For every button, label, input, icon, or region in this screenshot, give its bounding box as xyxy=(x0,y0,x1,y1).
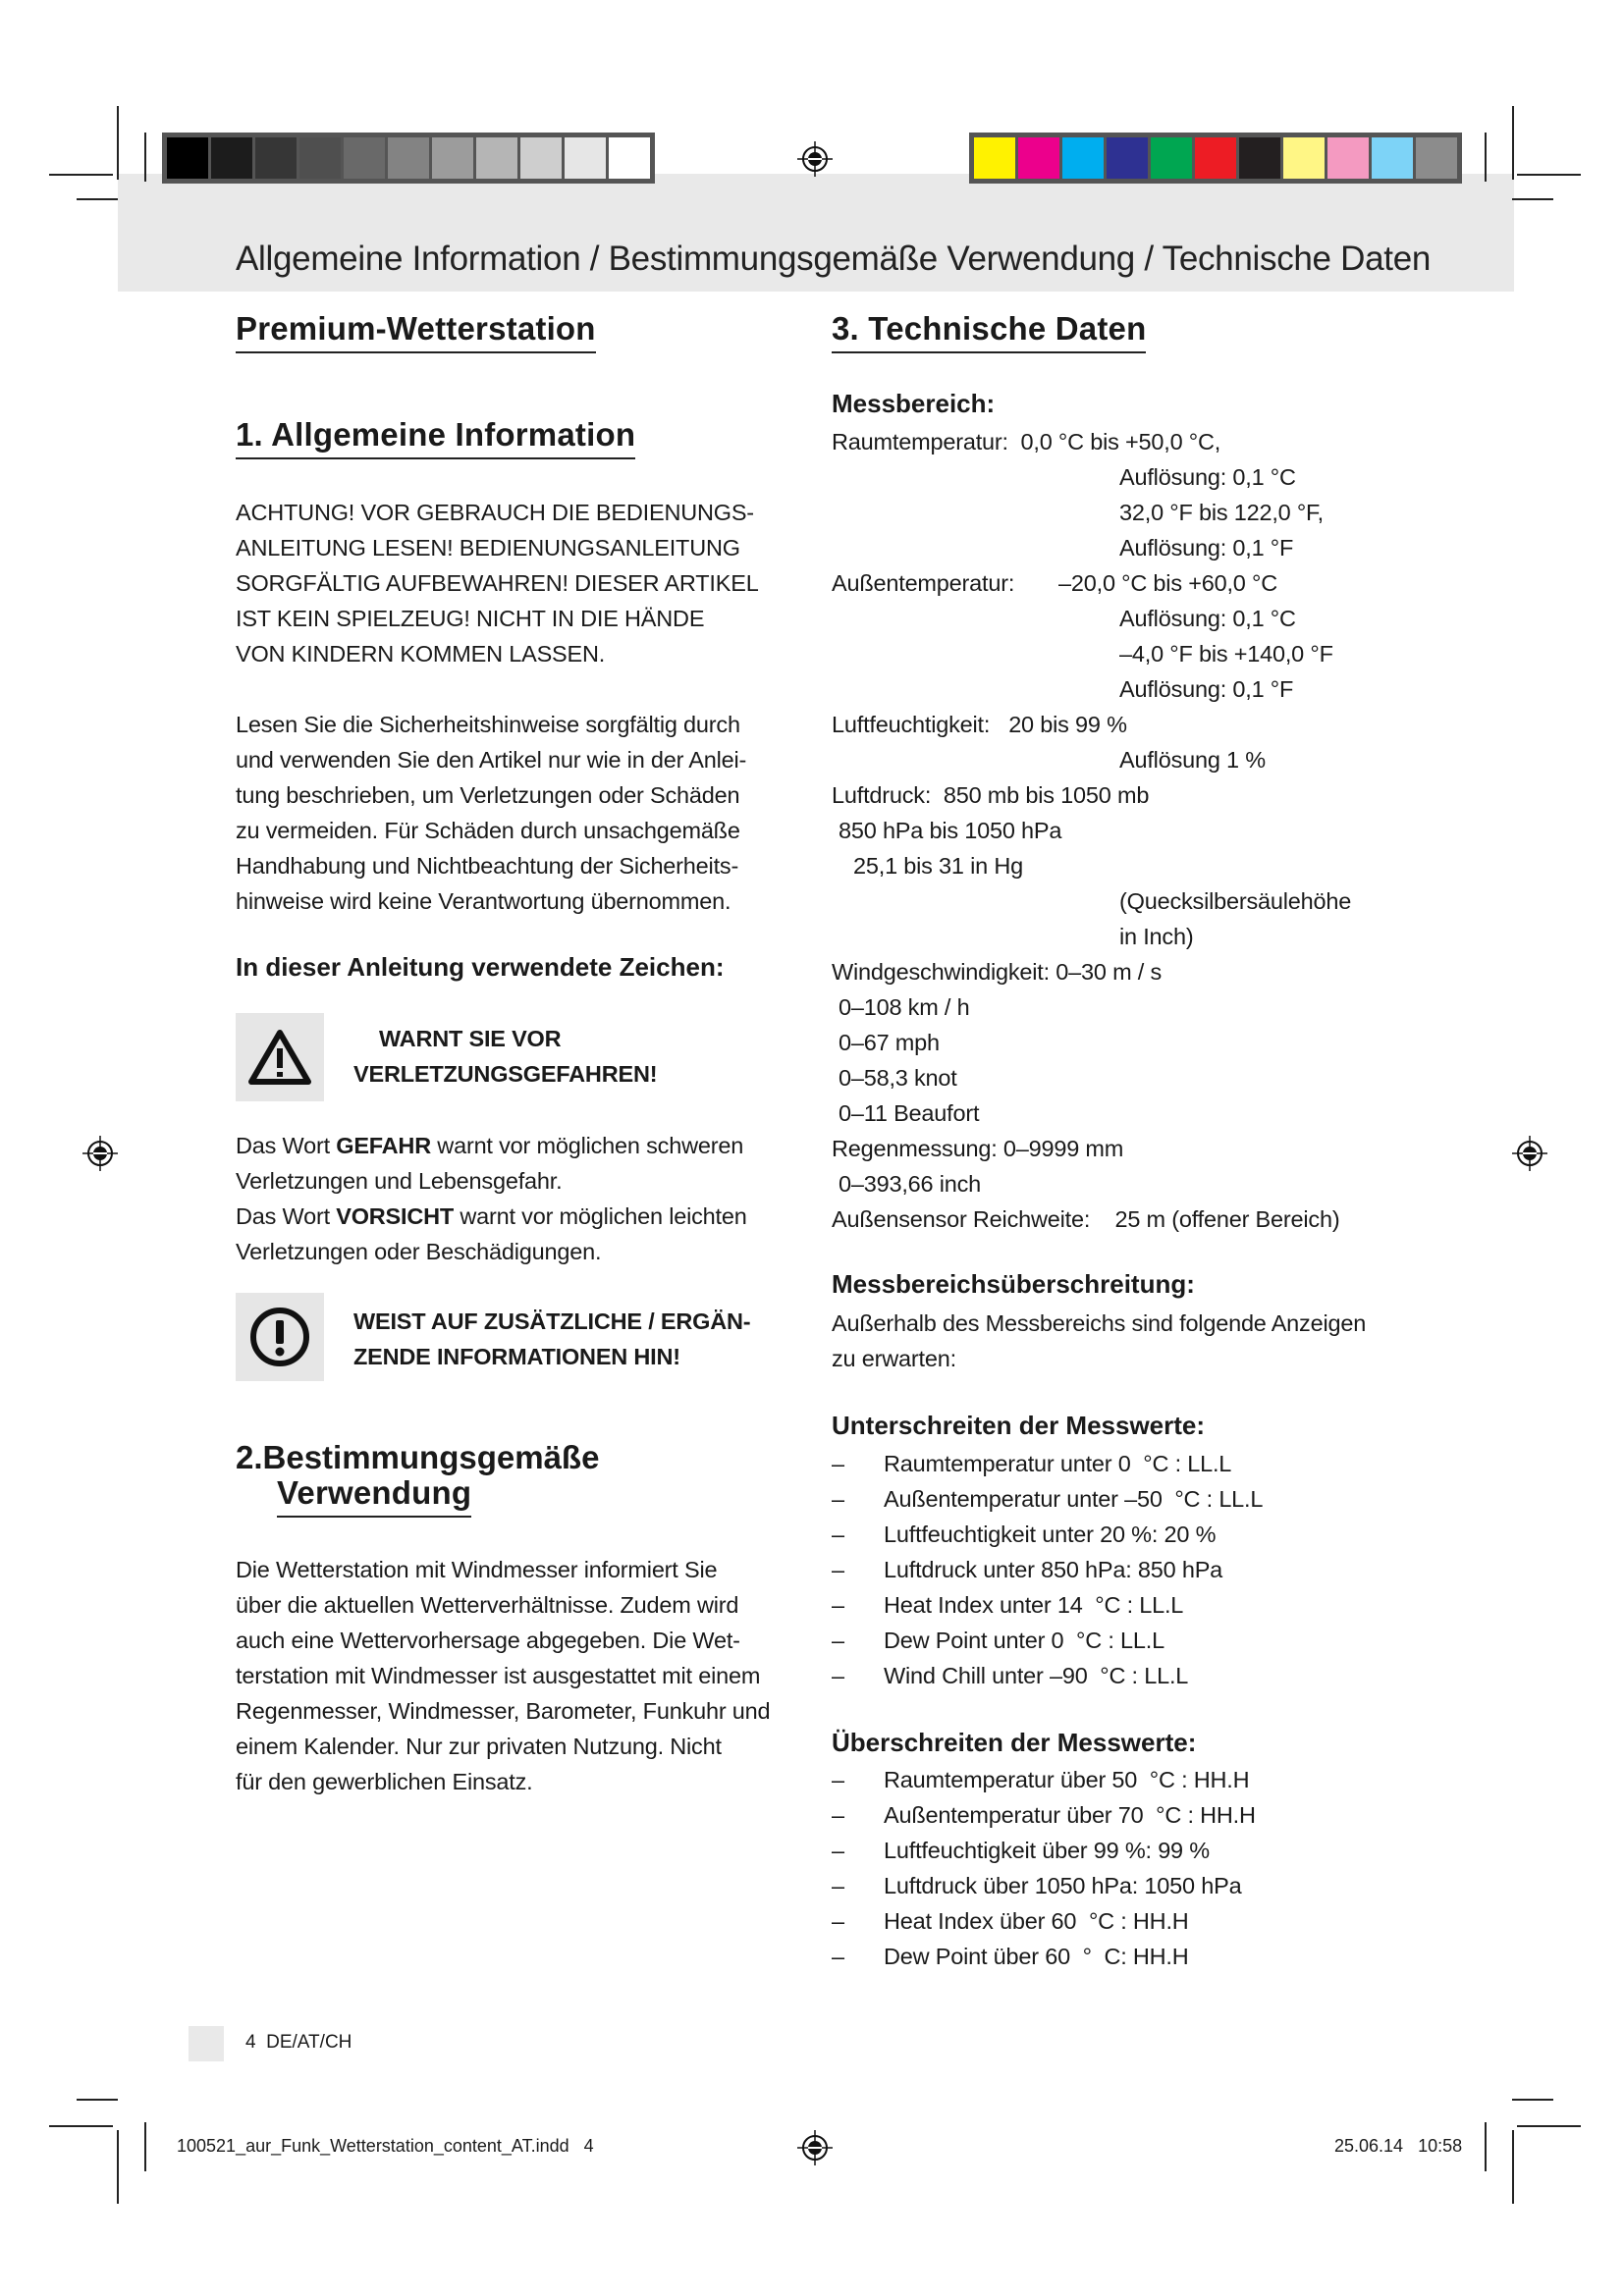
above-heading: Überschreiten der Messwerte: xyxy=(832,1728,1197,1757)
crop-mark xyxy=(49,2125,113,2127)
list-item xyxy=(832,1903,1189,1939)
product-title: Premium-Wetterstation xyxy=(236,310,596,353)
spec-line: 0–108 km / h xyxy=(839,994,970,1020)
spec-line: Auflösung: 0,1 °C xyxy=(1119,464,1296,490)
list-bullet: – xyxy=(832,1592,844,1618)
crop-mark xyxy=(77,2099,118,2101)
range-list xyxy=(832,424,1519,1237)
spec-line: Luftfeuchtigkeit: 20 bis 99 % xyxy=(832,712,1127,737)
slug-date: 25.06.14 10:58 xyxy=(1334,2136,1463,2156)
spec-line: Regenmessung: 0–9999 mm xyxy=(832,1136,1124,1161)
symbols-heading: In dieser Anleitung verwendete Zeichen: xyxy=(236,952,725,982)
color-swatch xyxy=(1195,137,1236,179)
registration-mark-icon xyxy=(795,2128,835,2167)
spec-line: Raumtemperatur: 0,0 °C bis +50,0 °C, xyxy=(832,429,1221,454)
list-bullet: – xyxy=(832,1557,844,1582)
list-bullet: – xyxy=(832,1838,844,1863)
list-item xyxy=(832,1446,1232,1481)
text-line: Lesen Sie die Sicherheitshinweise sorgfältig durch xyxy=(236,712,740,737)
list-item xyxy=(832,1762,1250,1797)
color-swatch xyxy=(1018,137,1059,179)
list-bullet: – xyxy=(832,1873,844,1898)
crop-mark xyxy=(144,2122,146,2171)
warning-symbol-box xyxy=(236,1013,324,1101)
crop-mark xyxy=(1517,2125,1581,2127)
text-line xyxy=(236,1128,747,1163)
page-number: 4 DE/AT/CH xyxy=(245,2032,352,2053)
list-bullet: – xyxy=(832,1663,844,1688)
color-swatch xyxy=(1151,137,1192,179)
color-swatch xyxy=(1062,137,1104,179)
crop-mark xyxy=(77,198,118,200)
safety-paragraph xyxy=(236,707,746,919)
crop-mark xyxy=(1512,198,1553,200)
slug-filename: 100521_aur_Funk_Wetterstation_content_AT.indd 4 xyxy=(177,2136,594,2156)
spec-line: Luftdruck: 850 mb bis 1050 mb xyxy=(832,782,1150,808)
list-bullet: – xyxy=(832,1944,844,1969)
list-item-text: Dew Point unter 0 °C : LL.L xyxy=(884,1628,1164,1653)
page-number-tab xyxy=(189,2026,224,2061)
text-line: Regenmesser, Windmesser, Barometer, Funkuhr und xyxy=(236,1698,771,1724)
color-swatch xyxy=(299,137,341,179)
grayscale-color-bar xyxy=(162,133,655,184)
registration-mark-icon xyxy=(81,1134,120,1173)
list-item xyxy=(832,1939,1189,1974)
text-line: IST KEIN SPIELZEUG! NICHT IN DIE HÄNDE xyxy=(236,606,705,631)
text-line: SORGFÄLTIG AUFBEWAHREN! DIESER ARTIKEL xyxy=(236,570,759,596)
list-item xyxy=(832,1833,1210,1868)
list-bullet: – xyxy=(832,1802,844,1828)
text-line: terstation mit Windmesser ist ausgestattet mit einem xyxy=(236,1663,761,1688)
warning-symbol-text: WARNT SIE VOR xyxy=(379,1026,562,1051)
color-swatch xyxy=(211,137,252,179)
spec-value: –20,0 °C bis +60,0 °C xyxy=(1058,570,1277,596)
text-line: ANLEITUNG LESEN! BEDIENUNGSANLEITUNG xyxy=(236,535,740,561)
color-swatch xyxy=(388,137,429,179)
text-line: auch eine Wettervorhersage abgegeben. Die Wet- xyxy=(236,1628,740,1653)
list-item xyxy=(832,1868,1242,1903)
spec-line: Auflösung: 0,1 °F xyxy=(1119,535,1294,561)
crop-mark xyxy=(117,106,119,180)
spec-line: –4,0 °F bis +140,0 °F xyxy=(1119,641,1333,667)
text-line: für den gewerblichen Einsatz. xyxy=(236,1769,533,1794)
exceed-heading: Messbereichsüberschreitung: xyxy=(832,1269,1195,1299)
spec-line: (Quecksilbersäulehöhe xyxy=(1119,888,1352,914)
spec-line: Auflösung: 0,1 °C xyxy=(1119,606,1296,631)
crop-mark xyxy=(144,133,146,182)
spec-line xyxy=(832,565,1519,601)
section-1-title: 1. Allgemeine Information xyxy=(236,416,635,459)
color-swatch xyxy=(1372,137,1413,179)
crop-mark xyxy=(1485,2122,1487,2171)
color-swatch xyxy=(1239,137,1280,179)
color-swatch xyxy=(167,137,208,179)
page-header-title: Allgemeine Information / Bestimmungsgemäße Verwendung / Technische Daten xyxy=(236,240,1432,278)
spec-line: 0–393,66 inch xyxy=(839,1171,982,1197)
usage-paragraph xyxy=(236,1552,770,1799)
spec-line: in Inch) xyxy=(1119,924,1194,949)
list-item-text: Heat Index über 60 °C : HH.H xyxy=(884,1908,1189,1934)
warning-triangle-icon xyxy=(247,1028,312,1087)
spec-line: Windgeschwindigkeit: 0–30 m / s xyxy=(832,959,1163,985)
info-symbol-box xyxy=(236,1293,324,1381)
color-swatch xyxy=(255,137,297,179)
text-line: Verletzungen oder Beschädigungen. xyxy=(236,1239,602,1264)
crop-mark xyxy=(1512,2099,1553,2101)
list-item-text: Luftfeuchtigkeit unter 20 %: 20 % xyxy=(884,1522,1217,1547)
list-bullet: – xyxy=(832,1628,844,1653)
list-item xyxy=(832,1623,1164,1658)
list-bullet: – xyxy=(832,1451,844,1476)
text: Das Wort xyxy=(236,1133,337,1158)
text-line: über die aktuellen Wetterverhältnisse. Zudem wird xyxy=(236,1592,739,1618)
list-item xyxy=(832,1481,1264,1517)
spec-line: Auflösung 1 % xyxy=(1119,747,1266,773)
color-swatch xyxy=(1107,137,1148,179)
exclamation-circle-icon xyxy=(248,1306,311,1368)
process-color-bar xyxy=(969,133,1462,184)
color-swatch xyxy=(1416,137,1457,179)
signal-word-gefahr: GEFAHR xyxy=(336,1133,431,1158)
spec-label: Außentemperatur: xyxy=(832,570,1015,596)
list-item xyxy=(832,1587,1184,1623)
spec-line: Außensensor Reichweite: 25 m (offener Bereich) xyxy=(832,1206,1340,1232)
below-heading: Unterschreiten der Messwerte: xyxy=(832,1411,1206,1440)
text: warnt vor möglichen schweren xyxy=(430,1133,744,1158)
list-bullet: – xyxy=(832,1486,844,1512)
range-heading: Messbereich: xyxy=(832,389,996,418)
exceed-paragraph xyxy=(832,1306,1366,1376)
list-item xyxy=(832,1658,1189,1693)
warning-paragraph xyxy=(236,495,759,671)
crop-mark xyxy=(1485,133,1487,182)
text-line: hinweise wird keine Verantwortung übernommen. xyxy=(236,888,731,914)
list-item-text: Heat Index unter 14 °C : LL.L xyxy=(884,1592,1184,1618)
spec-line: 32,0 °F bis 122,0 °F, xyxy=(1119,500,1324,525)
list-item-text: Außentemperatur unter –50 °C : LL.L xyxy=(884,1486,1264,1512)
crop-mark xyxy=(49,174,113,176)
text-line: VON KINDERN KOMMEN LASSEN. xyxy=(236,641,606,667)
crop-mark xyxy=(1512,106,1514,180)
list-item xyxy=(832,1552,1223,1587)
list-item xyxy=(832,1517,1217,1552)
list-bullet: – xyxy=(832,1522,844,1547)
registration-mark-icon xyxy=(795,139,835,179)
color-swatch xyxy=(974,137,1015,179)
signal-word-vorsicht: VORSICHT xyxy=(336,1203,455,1229)
text-line: Die Wetterstation mit Windmesser informiert Sie xyxy=(236,1557,718,1582)
color-swatch xyxy=(344,137,385,179)
section-2-title-line2: Verwendung xyxy=(277,1474,471,1518)
spec-line: 0–11 Beaufort xyxy=(839,1100,980,1126)
list-bullet: – xyxy=(832,1908,844,1934)
list-item-text: Raumtemperatur unter 0 °C : LL.L xyxy=(884,1451,1232,1476)
crop-mark xyxy=(117,2130,119,2204)
text-line: Außerhalb des Messbereichs sind folgende Anzeigen xyxy=(832,1310,1367,1336)
text-line xyxy=(236,1199,747,1234)
crop-mark xyxy=(1512,2130,1514,2204)
color-swatch xyxy=(1283,137,1325,179)
section-3-title: 3. Technische Daten xyxy=(832,310,1146,353)
text-line: ACHTUNG! VOR GEBRAUCH DIE BEDIENUNGS- xyxy=(236,500,754,525)
warning-symbol-text: VERLETZUNGSGEFAHREN! xyxy=(353,1061,658,1087)
spec-line: 850 hPa bis 1050 hPa xyxy=(839,818,1062,843)
text-line: zu vermeiden. Für Schäden durch unsachgemäße xyxy=(236,818,740,843)
crop-mark xyxy=(1517,174,1581,176)
list-item xyxy=(832,1797,1256,1833)
text-line: Handhabung und Nichtbeachtung der Sicherheits- xyxy=(236,853,739,879)
text: warnt vor möglichen leichten xyxy=(454,1203,747,1229)
signal-words-paragraph xyxy=(236,1128,747,1269)
text-line: tung beschrieben, um Verletzungen oder Schäden xyxy=(236,782,740,808)
below-list xyxy=(832,1446,1264,1693)
color-swatch xyxy=(1327,137,1369,179)
list-item-text: Außentemperatur über 70 °C : HH.H xyxy=(884,1802,1256,1828)
list-item-text: Raumtemperatur über 50 °C : HH.H xyxy=(884,1767,1250,1792)
color-swatch xyxy=(565,137,606,179)
color-swatch xyxy=(609,137,650,179)
info-symbol-text: ZENDE INFORMATIONEN HIN! xyxy=(353,1344,680,1369)
color-swatch xyxy=(476,137,517,179)
text-line: einem Kalender. Nur zur privaten Nutzung. Nicht xyxy=(236,1734,722,1759)
info-symbol-text: WEIST AUF ZUSÄTZLICHE / ERGÄN- xyxy=(353,1308,751,1334)
spec-line: 25,1 bis 31 in Hg xyxy=(853,853,1023,879)
list-item-text: Luftfeuchtigkeit über 99 %: 99 % xyxy=(884,1838,1210,1863)
spec-line: Auflösung: 0,1 °F xyxy=(1119,676,1294,702)
list-bullet: – xyxy=(832,1767,844,1792)
color-swatch xyxy=(520,137,562,179)
color-swatch xyxy=(432,137,473,179)
spec-line: 0–58,3 knot xyxy=(839,1065,957,1091)
text-line: Verletzungen und Lebensgefahr. xyxy=(236,1168,563,1194)
list-item-text: Luftdruck unter 850 hPa: 850 hPa xyxy=(884,1557,1223,1582)
spec-line: 0–67 mph xyxy=(839,1030,940,1055)
section-2-title-line1: 2.Bestimmungsgemäße xyxy=(236,1439,600,1475)
text-line: zu erwarten: xyxy=(832,1346,956,1371)
text-line: und verwenden Sie den Artikel nur wie in der Anlei- xyxy=(236,747,747,773)
list-item-text: Wind Chill unter –90 °C : LL.L xyxy=(884,1663,1189,1688)
list-item-text: Dew Point über 60 ° C: HH.H xyxy=(884,1944,1189,1969)
list-item-text: Luftdruck über 1050 hPa: 1050 hPa xyxy=(884,1873,1242,1898)
above-list xyxy=(832,1762,1256,1974)
text: Das Wort xyxy=(236,1203,337,1229)
